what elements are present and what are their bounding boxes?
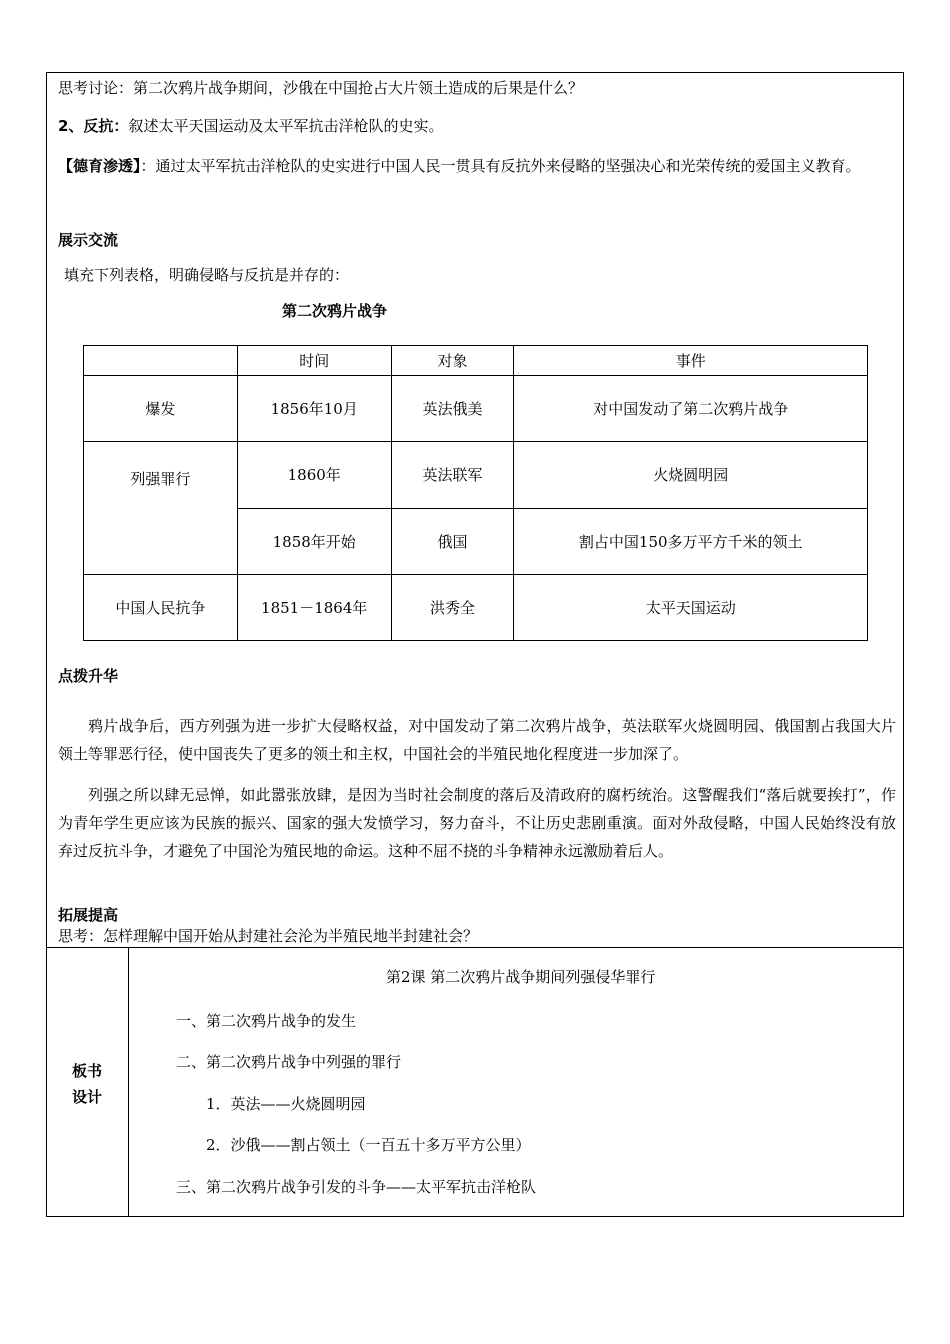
summary-paragraph-2: 列强之所以肆无忌惮，如此嚣张放肆，是因为当时社会制度的落后及清政府的腐朽统治。这警醒我们“落后就要挨打”，作为青年学生更应该为民族的振兴、国家的强大发愤学习，努力奋斗，不让历史悲剧重演。面对外敌侵略，中国人民始终没有放弃过反抗斗争，才避免了中国沦为殖民地的命运。这种不屈不挠的斗争精神永远激励着后人。 [58, 786, 896, 860]
lesson-frame [46, 72, 904, 1217]
time-cell: 1860年 [237, 442, 391, 508]
event-cell: 对中国发动了第二次鸦片战争 [514, 376, 868, 442]
moral-label: 【德育渗透】 [58, 157, 141, 175]
header-cell: 对象 [391, 346, 514, 376]
board-subitem-2: 2．沙俄——割占领土（一百五十多万平方公里） [206, 1136, 531, 1154]
moral-education [58, 146, 896, 186]
header-cell: 时间 [237, 346, 391, 376]
target-cell: 俄国 [391, 508, 514, 574]
time-cell: 1856年10月 [237, 376, 391, 442]
exchange-heading: 展示交流 [58, 231, 119, 249]
board-item-1: 一、第二次鸦片战争的发生 [176, 1012, 357, 1030]
event-cell: 太平天国运动 [514, 574, 868, 640]
board-subitem-1: 1．英法——火烧圆明园 [206, 1095, 366, 1113]
table-header-row [84, 346, 868, 376]
table-title: 第二次鸦片战争 [282, 302, 388, 320]
time-cell: 1851－1864年 [237, 574, 391, 640]
board-label-divider [128, 947, 129, 1217]
war-events-table [83, 345, 868, 641]
resistance-text: 叙述太平天国运动及太平军抗击洋枪队的史实。 [128, 117, 444, 135]
table-row [84, 442, 868, 508]
board-item-2: 二、第二次鸦片战争中列强的罪行 [176, 1053, 402, 1071]
board-label-line: 板书 [71, 1062, 102, 1080]
moral-text: ：通过太平军抗击洋枪队的史实进行中国人民一贯具有反抗外来侵略的坚强决心和光荣传统的爱国主义教育。 [140, 157, 861, 175]
board-label [46, 1058, 128, 1110]
event-cell: 割占中国150多万平方千米的领土 [514, 508, 868, 574]
board-item-3: 三、第二次鸦片战争引发的斗争——太平军抗击洋枪队 [176, 1178, 537, 1196]
resistance-line [58, 116, 443, 136]
table-row [84, 574, 868, 640]
header-cell [84, 346, 238, 376]
discussion-question: 思考讨论：第二次鸦片战争期间，沙俄在中国抢占大片领土造成的后果是什么？ [58, 79, 584, 97]
table-row [84, 376, 868, 442]
summary-paragraph-1: 鸦片战争后，西方列强为进一步扩大侵略权益，对中国发动了第二次鸦片战争，英法联军火烧圆明园、俄国割占我国大片领土等罪恶行径，使中国丧失了更多的领土和主权，中国社会的半殖民地化程度进一步加深了。 [58, 717, 896, 763]
exchange-instruction: 填充下列表格，明确侵略与反抗是并存的： [64, 266, 350, 284]
target-cell: 英法联军 [391, 442, 514, 508]
board-title: 第2课 第二次鸦片战争期间列强侵华罪行 [386, 968, 656, 986]
board-divider [46, 947, 904, 948]
extension-question: 思考：怎样理解中国开始从封建社会沦为半殖民地半封建社会？ [58, 927, 479, 945]
row-label: 爆发 [84, 376, 238, 442]
row-label: 中国人民抗争 [84, 574, 238, 640]
row-label: 列强罪行 [84, 442, 238, 574]
event-cell: 火烧圆明园 [514, 442, 868, 508]
header-cell: 事件 [514, 346, 868, 376]
time-cell: 1858年开始 [237, 508, 391, 574]
board-label-line: 设计 [71, 1088, 102, 1106]
summary-heading: 点拨升华 [58, 667, 119, 685]
target-cell: 英法俄美 [391, 376, 514, 442]
target-cell: 洪秀全 [391, 574, 514, 640]
resistance-label: 2、反抗： [58, 117, 129, 135]
extension-heading: 拓展提高 [58, 906, 119, 924]
